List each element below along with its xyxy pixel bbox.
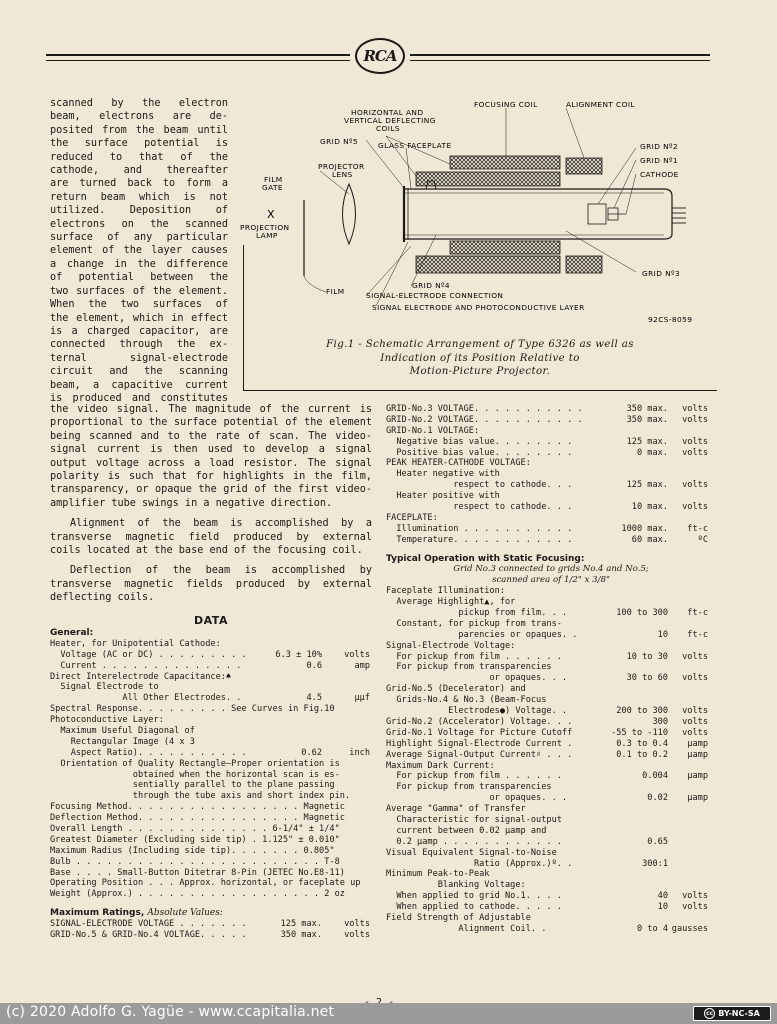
spec-heading: Typical Operation with Static Focusing: — [386, 553, 585, 564]
spec-row — [386, 771, 716, 782]
body-line: coils located at the base end of the focusing coil. — [50, 545, 363, 557]
spec-row — [386, 761, 716, 772]
spec-row — [50, 693, 372, 704]
intro-line: beam, a capacitive current — [50, 379, 228, 391]
spec-row — [386, 891, 716, 902]
focusing-coil-top — [416, 172, 560, 186]
spec-value: 0.62 — [301, 747, 322, 758]
intro-line: posited from the beam until — [50, 124, 228, 136]
spec-row — [386, 913, 716, 924]
intro-line: scanned by the electron — [50, 98, 228, 109]
intro-line: ternal signal-electrode — [50, 352, 228, 364]
spec-row — [386, 652, 716, 663]
spec-label: Aspect Ratio). . . . . . . . . . . — [50, 747, 247, 758]
spec-label: When applied to cathode. . . . . — [386, 902, 562, 913]
intro-line: is a charged capacitor, are — [50, 325, 228, 337]
body-line: amplifier tube swings in a negative direction. — [50, 497, 333, 509]
spec-row — [50, 900, 372, 908]
spec-value: 1000 max. — [621, 523, 668, 534]
spec-row — [50, 878, 372, 889]
label-grid3: GRID Nº3 — [642, 269, 680, 278]
spec-unit: µamp — [687, 738, 708, 749]
spec-label: Base . . . . Small-Button Ditetrar 8-Pin (JETEC No.E8-11) — [50, 867, 345, 878]
spec-value: 125 max. — [280, 919, 322, 930]
spec-row — [386, 859, 716, 870]
figure-border-left — [243, 245, 244, 391]
intro-line: When the two surfaces of — [50, 299, 228, 311]
spec-row — [386, 815, 716, 826]
label-film: FILM — [264, 175, 283, 184]
label-grid5: GRID Nº5 — [320, 137, 358, 146]
spec-row — [386, 641, 716, 652]
spec-unit: amp — [354, 660, 370, 671]
spec-row — [50, 726, 372, 737]
spec-row — [50, 846, 372, 857]
spec-note: Grid No.3 connected to grids No.4 and No.5; — [453, 564, 649, 575]
spec-row — [386, 404, 716, 415]
spec-label: Rectangular Image (4 x 3 — [50, 736, 195, 747]
spec-value: 4.5 — [306, 693, 322, 704]
spec-label: For pickup from transparencies — [386, 782, 552, 793]
spec-unit: volts — [344, 649, 370, 660]
spec-row — [50, 889, 372, 900]
label-coils: COILS — [376, 124, 400, 133]
spec-unit: volts — [682, 480, 708, 491]
spec-row — [386, 535, 716, 546]
license-text: BY-NC-SA — [718, 1009, 760, 1018]
spec-label: Constant, for pickup from trans- — [386, 618, 562, 629]
spec-row — [50, 824, 372, 835]
spec-heading-italic: Absolute Values: — [147, 908, 223, 919]
spec-value: 0 max. — [636, 447, 668, 458]
spec-unit: volts — [682, 414, 708, 425]
spec-unit: volts — [682, 706, 708, 717]
spec-row — [386, 575, 716, 586]
right-spec-column — [386, 404, 716, 935]
spec-value: 300:1 — [642, 858, 668, 869]
spec-unit: volts — [682, 902, 708, 913]
spec-row — [386, 717, 716, 728]
spec-label: GRID-No.3 VOLTAGE. . . . . . . . . . . — [386, 404, 583, 414]
spec-row — [50, 908, 372, 919]
label-grid4: GRID Nº4 — [412, 281, 450, 290]
spec-label: through the tube axis and short index pin. — [50, 791, 351, 802]
spec-label: Average Highlight▲, for — [386, 597, 516, 608]
spec-label: 0.2 µamp . . . . . . . . . . . . — [386, 836, 562, 847]
spec-row — [386, 469, 716, 480]
label-cathode: CATHODE — [640, 170, 679, 179]
spec-row — [386, 437, 716, 448]
body-line: polarity is such that for highlights in the film, — [50, 471, 372, 483]
spec-unit: µamp — [687, 793, 708, 804]
spec-row — [386, 426, 716, 437]
footer-credit: (c) 2020 Adolfo G. Yagüe - www.ccapitalia.net — [6, 1004, 335, 1020]
spec-label: GRID-No.1 VOLTAGE: — [386, 425, 480, 436]
spec-label: Blanking Voltage: — [386, 880, 526, 891]
spec-label: For pickup from film . . . . . . — [386, 651, 562, 662]
spec-row — [386, 728, 716, 739]
spec-row — [386, 458, 716, 469]
header-rule-left-thin — [46, 60, 350, 61]
spec-row — [386, 524, 716, 535]
intro-line: two surfaces of the element. — [50, 285, 228, 297]
intro-line: cathode, and thereafter — [50, 165, 228, 177]
spec-label: parencies or opaques. . — [386, 629, 578, 640]
spec-row — [50, 628, 372, 639]
spec-label: Field Strength of Adjustable — [386, 912, 531, 923]
spec-value: 100 to 300 — [616, 608, 668, 619]
spec-value: 0 to 4 — [636, 923, 668, 934]
spec-row — [386, 491, 716, 502]
spec-value: 200 to 300 — [616, 706, 668, 717]
spec-unit: µµf — [354, 693, 370, 704]
spec-row — [386, 684, 716, 695]
spec-row — [50, 759, 372, 770]
spec-unit: volts — [682, 673, 708, 684]
rca-logo: RCA — [355, 38, 405, 74]
intro-line: electrons on the scanned — [50, 218, 228, 230]
spec-label: Average "Gamma" of Transfer — [386, 804, 526, 815]
spec-value: 350 max. — [626, 414, 668, 425]
body-line: signal current is then used to develop a signal — [50, 444, 372, 456]
spec-unit: ft-c — [687, 629, 708, 640]
spec-row — [50, 704, 372, 715]
spec-unit: ft-c — [687, 523, 708, 534]
spec-row — [50, 661, 372, 672]
spec-value: 0.004 — [642, 771, 668, 782]
spec-row — [50, 813, 372, 824]
body-line: being scanned and to the rate of scan. The video- — [50, 430, 372, 442]
spec-label: or opaques. . . — [386, 673, 568, 684]
intro-line: element of the layer causes — [50, 245, 228, 257]
spec-label: Temperature. . . . . . . . . . . . — [386, 534, 573, 545]
spec-label: Current . . . . . . . . . . . . . . — [50, 660, 242, 671]
spec-label: Deflection Method. . . . . . . . . . . . . . . . Magnetic — [50, 813, 345, 824]
spec-label: Weight (Approx.) . . . . . . . . . . . . . . . . . . 2 oz — [50, 889, 345, 900]
spec-label: Heater positive with — [386, 491, 500, 502]
intro-line: of potential between the — [50, 272, 228, 284]
spec-label: Overall Length . . . . . . . . . . . . . . 6-1/4" ± 1/4" — [50, 824, 340, 835]
deflecting-coil-top — [450, 156, 560, 169]
spec-label: Average Signal-Output Current♯ . . . — [386, 749, 573, 760]
deflecting-coil-bottom — [416, 256, 560, 273]
body-line: the video signal. The magnitude of the current is — [50, 404, 372, 415]
label-film-bottom: FILM — [326, 287, 345, 296]
header-rule-right-thin — [410, 60, 710, 61]
intro-line: connected through the ex- — [50, 339, 228, 351]
body-line: transverse magnetic fields produced by external — [50, 578, 372, 590]
spec-row — [386, 415, 716, 426]
spec-row — [50, 650, 372, 661]
spec-value: 60 max. — [631, 534, 668, 545]
spec-row — [386, 630, 716, 641]
intro-line: reduced to that of the — [50, 151, 228, 163]
spec-unit: volts — [682, 436, 708, 447]
spec-row — [386, 869, 716, 880]
spec-unit: ft-c — [687, 608, 708, 619]
spec-row — [50, 857, 372, 868]
intro-line: the element, which in effect — [50, 312, 228, 324]
label-signal-connection: SIGNAL-ELECTRODE CONNECTION — [366, 291, 504, 300]
spec-label: Negative bias value. . . . . . . . — [386, 436, 573, 447]
spec-unit: volts — [344, 919, 370, 930]
spec-label: Faceplate Illumination: — [386, 586, 505, 597]
spec-row — [386, 804, 716, 815]
spec-row — [50, 770, 372, 781]
focusing-coil-bottom — [450, 241, 560, 254]
spec-label: Maximum Useful Diagonal of — [50, 726, 195, 737]
spec-label: Maximum Radius (Including side tip). . . . . . . 0.805" — [50, 845, 335, 856]
spec-label: Spectral Response. . . . . . . . . See Curves in Fig.10 — [50, 704, 335, 715]
spec-unit: µamp — [687, 749, 708, 760]
spec-row — [386, 448, 716, 459]
spec-label: For pickup from transparencies — [386, 662, 552, 673]
spec-value: 10 max. — [631, 502, 668, 513]
spec-value: 350 max. — [626, 404, 668, 414]
spec-value: 300 — [652, 716, 668, 727]
intro-line: circuit and the scanning — [50, 366, 228, 378]
label-focusing-coil: FOCUSING COIL — [474, 100, 538, 109]
spec-label: Minimum Peak-to-Peak — [386, 869, 490, 880]
spec-label: Greatest Diameter (Excluding side tip) . 1.125" ± 0.010" — [50, 834, 340, 845]
spec-unit: volts — [682, 502, 708, 513]
spec-row — [386, 673, 716, 684]
spec-row — [50, 919, 372, 930]
spec-value: 125 max. — [626, 436, 668, 447]
spec-label: Heater negative with — [386, 469, 500, 480]
header-rule-right — [410, 54, 710, 56]
spec-label: sentially parallel to the plane passing — [50, 780, 335, 791]
spec-row — [50, 639, 372, 650]
header-rule-left — [46, 54, 350, 56]
intro-column — [50, 97, 228, 405]
spec-row — [386, 513, 716, 524]
spec-label: Grid-No.5 (Decelerator) and — [386, 684, 526, 695]
intro-line: are turned back to form a — [50, 178, 228, 190]
alignment-coil-top — [566, 158, 602, 174]
spec-unit: inch — [349, 747, 370, 758]
spec-label: Signal-Electrode Voltage: — [386, 640, 516, 651]
spec-value: 0.3 to 0.4 — [616, 738, 668, 749]
spec-unit: volts — [682, 447, 708, 458]
label-glass-faceplate: GLASS FACEPLATE — [378, 141, 452, 150]
label-alignment-coil: ALIGNMENT COIL — [566, 100, 635, 109]
spec-row — [386, 902, 716, 913]
spec-label: SIGNAL-ELECTRODE VOLTAGE . . . . . . . — [50, 919, 247, 930]
spec-label: Grids-No.4 & No.3 (Beam-Focus — [386, 695, 547, 706]
spec-label: Grid-No.2 (Accelerator) Voltage. . . — [386, 716, 573, 727]
body-line: Deflection of the beam is accomplished by — [70, 565, 372, 577]
spec-value: 0.02 — [647, 793, 668, 804]
figure-caption: Fig.1 - Schematic Arrangement of Type 6326 as well as Indication of its Position Relative to Motion-Picture Projector. — [326, 339, 634, 377]
spec-value: 0.6 — [306, 660, 322, 671]
spec-row — [386, 564, 716, 575]
spec-row — [386, 739, 716, 750]
spec-value: 350 max. — [280, 930, 322, 941]
spec-row — [386, 782, 716, 793]
body-text — [50, 403, 372, 605]
body-line: deflecting coils. — [50, 592, 155, 604]
label-figure-code: 92CS-8059 — [648, 315, 693, 324]
spec-row — [50, 868, 372, 879]
spec-label: respect to cathode. . . — [386, 480, 573, 491]
spec-label: Orientation of Quality Rectangle—Proper orientation is — [50, 758, 340, 769]
cc-icon: cc — [706, 1010, 714, 1017]
spec-label: GRID-No.2 VOLTAGE. . . . . . . . . . . — [386, 414, 583, 425]
spec-label: PEAK HEATER-CATHODE VOLTAGE: — [386, 458, 531, 469]
spec-row — [50, 682, 372, 693]
spec-label: FACEPLATE: — [386, 512, 438, 523]
spec-row — [386, 554, 716, 565]
spec-row — [386, 706, 716, 717]
spec-label: or opaques. . . — [386, 793, 568, 804]
spec-label: Signal Electrode to — [50, 682, 159, 693]
projector-lens — [343, 184, 356, 244]
spec-value: 125 max. — [626, 480, 668, 491]
spec-unit: volts — [682, 716, 708, 727]
label-projector: PROJECTOR — [318, 162, 365, 171]
spec-label: pickup from film. . . — [386, 608, 568, 619]
spec-label: Photoconductive Layer: — [50, 715, 164, 726]
spec-row — [50, 672, 372, 683]
intro-line: beam, electrons are de- — [50, 111, 228, 123]
tube-envelope — [404, 189, 672, 239]
spec-label: Electrodes●) Voltage. . — [386, 706, 568, 717]
spec-heading: Maximum Ratings, — [50, 908, 145, 919]
spec-label: current between 0.02 µamp and — [386, 825, 547, 836]
spec-row — [50, 802, 372, 813]
spec-label: Positive bias value. . . . . . . . — [386, 447, 573, 458]
label-lens: LENS — [332, 170, 353, 179]
body-line: Alignment of the beam is accomplished by a — [70, 518, 372, 530]
spec-label: Operating Position . . . Approx. horizontal, or faceplate up — [50, 878, 361, 889]
spec-row — [50, 791, 372, 802]
spec-unit: volts — [344, 930, 370, 941]
spec-unit: volts — [682, 651, 708, 662]
spec-label: Visual Equivalent Signal-to-Noise — [386, 847, 557, 858]
spec-row — [386, 848, 716, 859]
spec-unit: volts — [682, 891, 708, 902]
spec-row — [50, 748, 372, 759]
spec-row — [386, 546, 716, 554]
spec-label: Grid-No.1 Voltage for Picture Cutoff — [386, 727, 573, 738]
spec-label: Heater, for Unipotential Cathode: — [50, 638, 221, 649]
spec-row — [386, 750, 716, 761]
spec-value: 6.3 ± 10% — [275, 649, 322, 660]
spec-label: Focusing Method. . . . . . . . . . . . . . . . . Magnetic — [50, 802, 345, 813]
spec-row — [50, 835, 372, 846]
spec-row — [50, 737, 372, 748]
left-spec-column — [50, 628, 372, 941]
label-lamp: LAMP — [256, 231, 278, 240]
spec-row — [386, 586, 716, 597]
spec-row — [386, 924, 716, 935]
spec-label: Characteristic for signal-output — [386, 814, 562, 825]
spec-row — [50, 715, 372, 726]
label-grid2: GRID Nº2 — [640, 142, 678, 151]
spec-row — [386, 837, 716, 848]
spec-unit: volts — [682, 404, 708, 414]
spec-value: 0.65 — [647, 836, 668, 847]
spec-value: 40 — [657, 891, 668, 902]
alignment-coil-bottom — [566, 256, 602, 273]
spec-label: obtained when the horizontal scan is es- — [50, 769, 340, 780]
spec-label: Direct Interelectrode Capacitance:♠ — [50, 671, 232, 682]
body-line: transverse magnetic field produced by external — [50, 531, 372, 543]
spec-value: 10 — [657, 629, 668, 640]
spec-unit: µamp — [687, 771, 708, 782]
spec-label: When applied to grid No.1. . . . — [386, 891, 562, 902]
spec-row — [50, 930, 372, 941]
label-vertical: VERTICAL DEFLECTING — [344, 116, 436, 125]
spec-label: respect to cathode. . . — [386, 502, 573, 513]
body-line: transparency, or opaque the grid of the first video- — [50, 484, 372, 496]
spec-unit: gausses — [671, 923, 708, 934]
cc-license-badge[interactable] — [693, 1006, 771, 1021]
spec-label: Ratio (Approx.)º. . — [386, 858, 573, 869]
spec-note: scanned area of 1/2" x 3/8" — [492, 575, 610, 586]
spec-label: Bulb . . . . . . . . . . . . . . . . . . . . . . . . T-8 — [50, 856, 340, 867]
spec-row — [386, 793, 716, 804]
intro-line: surface of any particular — [50, 232, 228, 244]
spec-value: 30 to 60 — [626, 673, 668, 684]
spec-row — [386, 480, 716, 491]
label-x: X — [267, 208, 275, 221]
spec-label: GRID-No.5 & GRID-No.4 VOLTAGE. . . . . — [50, 930, 247, 941]
intro-line: is produced and constitutes — [50, 392, 228, 404]
spec-row — [386, 695, 716, 706]
body-line: proportional to the surface potential of the element — [50, 417, 372, 429]
spec-unit: volts — [682, 727, 708, 738]
spec-value: 10 — [657, 902, 668, 913]
spec-unit: ºC — [697, 534, 708, 545]
spec-label: Voltage (AC or DC) . . . . . . . . . — [50, 649, 247, 660]
figure-border-bottom — [243, 390, 717, 391]
spec-label: Maximum Dark Current: — [386, 760, 495, 771]
spec-heading: General: — [50, 628, 94, 638]
body-line: output voltage across a load resistor. The signal — [50, 457, 372, 469]
intro-line: a change in the difference — [50, 258, 228, 270]
spec-label: Illumination . . . . . . . . . . . — [386, 523, 573, 534]
label-gate: GATE — [262, 183, 283, 192]
spec-value: 10 to 30 — [626, 651, 668, 662]
intro-line: return beam which is not — [50, 191, 228, 203]
spec-row — [50, 780, 372, 791]
spec-label: Alignment Coil. . — [386, 923, 547, 934]
spec-row — [386, 502, 716, 513]
spec-row — [386, 880, 716, 891]
spec-label: For pickup from film . . . . . . — [386, 771, 562, 782]
label-projection: PROJECTION — [240, 223, 290, 232]
spec-row — [386, 662, 716, 673]
spec-label: Highlight Signal-Electrode Current . — [386, 738, 573, 749]
label-signal-layer: SIGNAL ELECTRODE AND PHOTOCONDUCTIVE LAYER — [372, 303, 585, 312]
intro-line: the surface potential is — [50, 138, 228, 150]
spec-row — [386, 608, 716, 619]
spec-row — [386, 619, 716, 630]
spec-row — [386, 597, 716, 608]
spec-value: -55 to -110 — [611, 727, 668, 738]
data-section-title: DATA — [194, 614, 228, 627]
label-grid1: GRID Nº1 — [640, 156, 678, 165]
spec-value: 0.1 to 0.2 — [616, 749, 668, 760]
intro-line: utilized. Deposition of — [50, 205, 228, 217]
spec-label: All Other Electrodes. . — [50, 693, 242, 704]
label-horizontal: HORIZONTAL AND — [351, 108, 424, 117]
spec-row — [386, 826, 716, 837]
